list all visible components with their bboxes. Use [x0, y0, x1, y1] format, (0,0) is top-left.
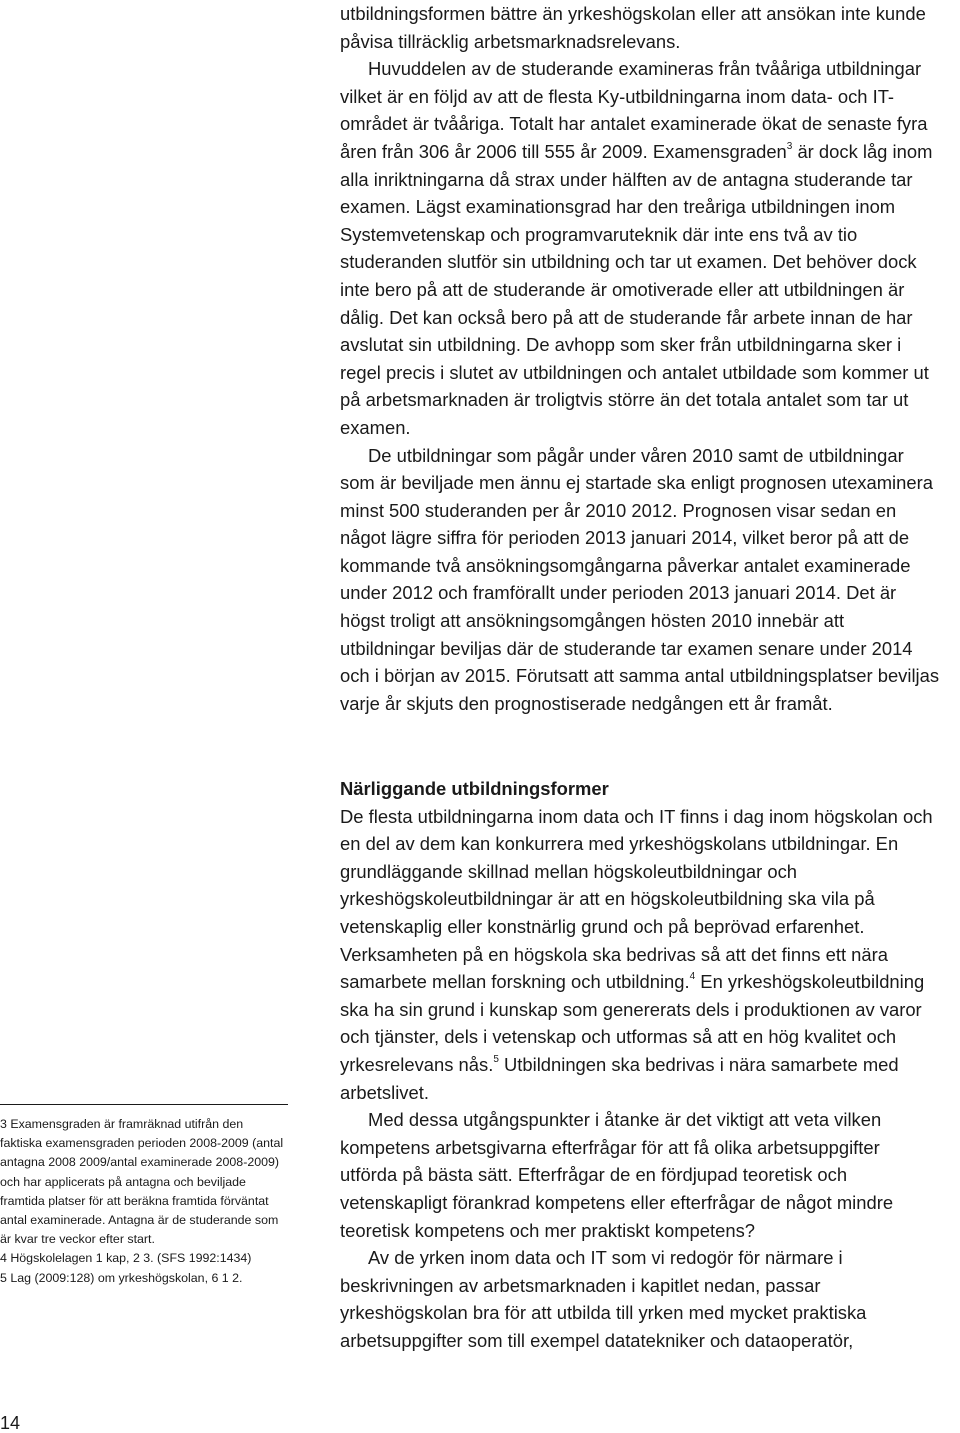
paragraph-examination [340, 55, 940, 441]
page-number: 14 [0, 1413, 21, 1433]
footnote-4: 4 Högskolelagen 1 kap, 2 3. (SFS 1992:1434) [0, 1251, 252, 1266]
footnotes [0, 1104, 288, 1288]
paragraph-text: De flesta utbildningarna inom data och IT finns i dag inom högskolan och en del av dem kan konkurrera med yrkeshögskolans utbildningar. En grundläggande skillnad mellan högskoleutbildningar och yrkeshögskoleutbildningar är att en högskoleutbildning ska vila på vetenskaplig eller konstnärlig grund och på beprövad erfarenhet. Verksamheten på en högskola ska bedrivas så att det finns ett nära samarbete mellan forskning och utbildning. [340, 805, 933, 993]
footnote-ref-3[interactable]: 3 [786, 140, 793, 152]
footnote-ref-5[interactable]: 5 [493, 1053, 499, 1065]
footnote-5: 5 Lag (2009:128) om yrkeshögskolan, 6 1 2. [0, 1270, 243, 1285]
paragraph-text: Utbildningen ska bedrivas i nära samarbete med arbetslivet. [340, 1053, 899, 1103]
paragraph-competence: Med dessa utgångspunkter i åtanke är det viktigt att veta vilken kompetens arbetsgivarna efterfrågar för att få olika arbetsuppgifter utförda på bästa sätt. Efterfrågar de en fördjupad teoretisk och vetenskapligt förankrad kompetens eller efterfrågar de något mindre teoretisk kompetens och mer praktiskt kompetens? [340, 1109, 894, 1241]
paragraph-forecast: De utbildningar som pågår under våren 2010 samt de utbildningar som är beviljade men ännu ej startade ska enligt prognosen utexaminera minst 500 studeranden per år 2010 2012. Prognosen visar sedan en något lägre siffra för perioden 2013 januari 2014, vilket beror på att de kommande två ansökningsomgångarna påverkar antalet examinerade under 2012 och framförallt under perioden 2013 januari 2014. Det är högst troligt att ansökningsomgången hösten 2010 innebär att utbildningar beviljas där de studerande tar examen senare under 2014 och i början av 2015. Förutsatt att samma antal utbildningsplatser beviljas varje år skjuts den prognostiserade nedgången ett år framåt. [340, 444, 940, 714]
footnote-3: 3 Examensgraden är framräknad utifrån den faktiska examensgraden perioden 2008-2009 (antal antagna 2008 2009/antal examinerade 2008-2009) och har applicerats på antagna och beviljade framtida platser för att beräkna framtida förväntat antal examinerade. Antagna är de studerande som är kvar tre veckor efter start. [0, 1117, 284, 1247]
paragraph-professions: Av de yrken inom data och IT som vi redogör för närmare i beskrivningen av arbetsmarknaden i kapitlet nedan, passar yrkeshögskolan bra för att utbilda till yrken med mycket praktiska arbetsuppgifter som till exempel datatekniker och dataoperatör, [340, 1247, 867, 1351]
paragraph-text: är dock låg inom alla inriktningarna då strax under hälften av de antagna studerande tar examen. Lägst examinationsgrad har den treåriga utbildningen inom Systemvetenskap och programvaruteknik där inte ens två av tio studeranden slutför sin utbildning och tar ut examen. Det behöver dock inte bero på att de studerande är omotiverade eller att utbildningen är dålig. Det kan också bero på att de studerande får arbete innan de har avslutat sin utbildning. De avhopp som sker från utbildningarna sker i regel precis i slutet av utbildningen och antalet utbildade som kommer ut på arbetsmarknaden är troligtvis större än det totala antalet som tar ut examen. [340, 140, 933, 438]
footnote-ref-4[interactable]: 4 [689, 971, 696, 983]
section-heading: Närliggande utbildningsformer [340, 778, 609, 799]
paragraph-text: Huvuddelen av de studerande examineras från tvååriga utbildningar vilket är en följd av att de flesta Ky-utbildningarna inom data- och IT-området är tvååriga. Totalt har antalet examinerade ökat de senaste fyra åren från 306 år 2006 till 555 år 2009. Examensgraden [340, 58, 928, 162]
paragraph-higher-education [340, 803, 940, 1107]
main-text-column [340, 0, 940, 717]
paragraph-continuation: utbildningsformen bättre än yrkeshögskolan eller att ansökan inte kunde påvisa tillräcklig arbetsmarknadsrelevans. [340, 3, 926, 52]
section-related-education [340, 775, 940, 1354]
paragraph-text: En yrkeshögskoleutbildning ska ha sin grund i kunskap som genererats dels i produktionen av varor och tjänster, dels i vetenskap och utformas så att en hög kvalitet och yrkesrelevans nås. [340, 971, 925, 1075]
